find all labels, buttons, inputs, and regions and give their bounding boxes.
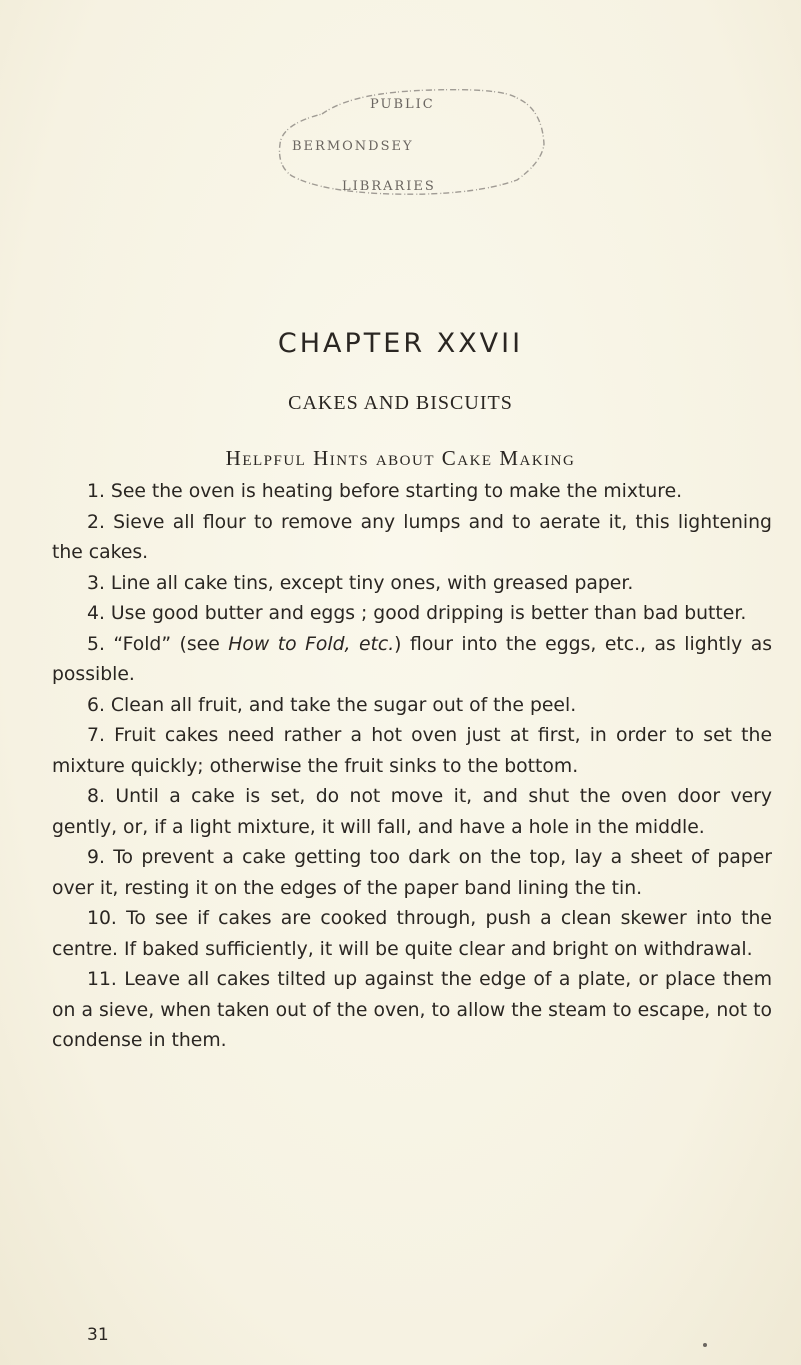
stamp-line-1: PUBLIC <box>370 97 435 112</box>
hint-item: 6. Clean all fruit, and take the sugar out of the peel. <box>87 694 577 716</box>
cross-reference: How to Fold, etc. <box>228 633 395 655</box>
hints-list <box>52 477 772 1057</box>
print-speck <box>703 1343 707 1347</box>
stamp-line-2: BERMONDSEY <box>292 139 414 154</box>
subsection-title: Helpful Hints about Cake Making <box>225 446 576 470</box>
hint-item: 2. Sieve all flour to remove any lumps and to aerate it, this lightening the cakes. <box>52 511 772 563</box>
hint-item: 5. “Fold” (see How to Fold, etc.) flour into the eggs, etc., as lightly as possible. <box>52 633 773 685</box>
chapter-title: CHAPTER XXVII <box>277 328 524 359</box>
stamp-line-3: LIBRARIES <box>342 179 436 194</box>
hint-item: 7. Fruit cakes need rather a hot oven just at first, in order to set the mixture quickly; otherwise the fruit sinks to the bottom. <box>52 725 772 777</box>
section-title: CAKES AND BISCUITS <box>288 392 513 414</box>
hint-item: 10. To see if cakes are cooked through, push a clean skewer into the centre. If baked sufficiently, it will be quite clear and bright on withdrawal. <box>52 908 772 960</box>
hint-item: 4. Use good butter and eggs ; good dripping is better than bad butter. <box>87 603 747 624</box>
library-stamp <box>272 84 658 202</box>
hint-item: 3. Line all cake tins, except tiny ones, with greased paper. <box>87 572 634 594</box>
library-stamp-graphic <box>272 84 658 202</box>
hint-item: 8. Until a cake is set, do not move it, and shut the oven door very gently, or, if a light mixture, it will fall, and have a hole in the middle. <box>52 786 772 838</box>
page-number: 31 <box>87 1325 109 1345</box>
hint-item: 9. To prevent a cake getting too dark on the top, lay a sheet of paper over it, resting it on the edges of the paper band lining the tin. <box>52 847 772 899</box>
hint-item: 11. Leave all cakes tilted up against the edge of a plate, or place them on a sieve, when taken out of the oven, to allow the steam to escape, not to condense in them. <box>52 969 772 1051</box>
hint-item: 1. See the oven is heating before starting to make the mixture. <box>87 481 683 502</box>
